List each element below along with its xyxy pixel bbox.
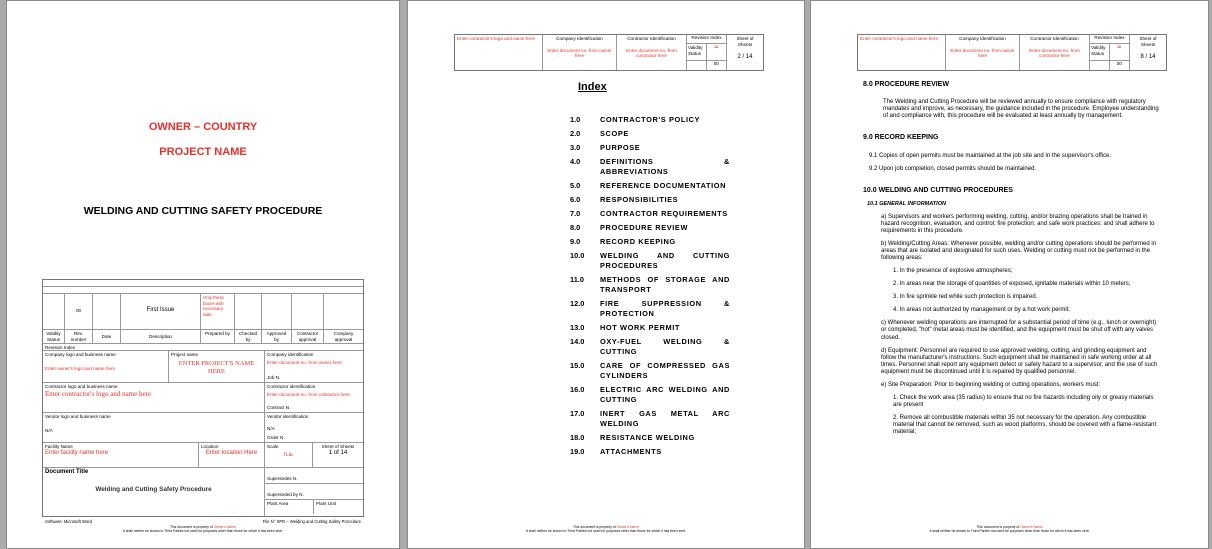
heading-10-1: 10.1 GENERAL INFORMATION <box>867 201 946 208</box>
index-item-label: FIRE SUPPRESSION & PROTECTION <box>600 299 730 318</box>
software-note: Software: Microsoft Word <box>45 519 92 524</box>
index-item-label: INERT GAS METAL ARC WELDING <box>600 409 730 428</box>
index-item-number: 4.0 <box>570 157 581 166</box>
index-item-number: 9.0 <box>570 237 581 246</box>
index-item[interactable] <box>570 251 730 271</box>
index-item[interactable] <box>570 209 730 219</box>
index-item-label: CARE OF COMPRESSED GAS CYLINDERS <box>600 361 730 380</box>
content-page <box>810 0 1209 549</box>
heading-9: 9.0 RECORD KEEPING <box>863 134 939 142</box>
index-item[interactable] <box>570 385 730 405</box>
signature-icon: ≈ <box>714 44 719 51</box>
index-item-label: HOT WORK PERMIT <box>600 323 681 332</box>
owner-country: OWNER – COUNTRY <box>148 121 258 133</box>
index-item-number: 12.0 <box>570 299 585 308</box>
index-list <box>570 115 730 461</box>
index-item-number: 7.0 <box>570 209 581 218</box>
heading-10: 10.0 WELDING AND CUTTING PROCEDURES <box>863 186 1013 194</box>
page-footer: This document is property of Owner's Name It shall neither be shown to Third Parties not used for purposes other than those for which it has been sent. <box>526 524 686 534</box>
index-item[interactable] <box>570 181 730 191</box>
index-item-number: 17.0 <box>570 409 585 418</box>
index-item[interactable] <box>570 299 730 319</box>
index-item-label: WELDING AND CUTTING PROCEDURES <box>600 251 730 270</box>
index-item-label: ATTACHMENTS <box>600 447 662 456</box>
document-title: WELDING AND CUTTING SAFETY PROCEDURE <box>83 205 323 217</box>
index-item-label: RESPONSIBILITIES <box>600 195 679 204</box>
index-item[interactable] <box>570 237 730 247</box>
index-item-label: RESISTANCE WELDING <box>600 433 695 442</box>
index-item[interactable] <box>570 115 730 125</box>
index-item-label: METHODS OF STORAGE AND TRANSPORT <box>600 275 730 294</box>
index-item[interactable] <box>570 361 730 381</box>
index-item-label: PROCEDURE REVIEW <box>600 223 689 232</box>
index-item-number: 19.0 <box>570 447 585 456</box>
index-item[interactable] <box>570 447 730 457</box>
index-item-label: REFERENCE DOCUMENTATION <box>600 181 727 190</box>
index-item[interactable] <box>570 323 730 333</box>
index-item[interactable] <box>570 337 730 357</box>
index-item-label: CONTRACTOR REQUIREMENTS <box>600 209 728 218</box>
index-item-number: 14.0 <box>570 337 585 346</box>
project-name: PROJECT NAME <box>159 146 247 158</box>
index-title: Index <box>578 81 607 93</box>
cover-title-block: 00 First Issue Only these boxes with necessary data Validity Status Rev. number Date Description Prepared by Checked by Approved by Contractor approval Company approval Revision Index Company logo and business name Enter owner's logo and name here Project name ENTER PROJECT'S NAME HERE Company identification Enter document no. from owner here Job N. Contractor logo and business name Enter contractor's logo and name here Contractor identification Enter document no. from contractor here Contract N. Vendor logo and business name N/A Vendor identification N/A Order N. Facility Name Enter facility name here Location Enter location Here Scale n.a. Sheet of Sheets 1 of 14 Document Title Welding and Cutting Safety Procedure Supersedes N. Superseded by N. Plant Area Plant Unit <box>42 279 364 517</box>
file-note: File N° SPR – Welding and Cutting Safety Procedure <box>262 519 361 524</box>
index-item-number: 8.0 <box>570 223 581 232</box>
index-item-label: CONTRACTOR'S POLICY <box>600 115 701 124</box>
index-item-number: 11.0 <box>570 275 584 284</box>
revision-row: 00 First Issue Only these boxes with necessary data <box>43 294 363 330</box>
index-item-label: OXY-FUEL WELDING & CUTTING <box>600 337 730 356</box>
heading-8: 8.0 PROCEDURE REVIEW <box>863 81 949 88</box>
index-item-number: 1.0 <box>570 115 581 124</box>
page-footer: This document is property of Owner's Name It shall neither be shown to Third Parties not used for purposes other than those for which it has been sent. <box>929 524 1090 534</box>
index-item-label: SCOPE <box>600 129 629 138</box>
index-item-number: 6.0 <box>570 195 581 204</box>
section-text: 8.0 PROCEDURE REVIEW The Welding and Cutting Procedure will be reviewed annually to ensure compliance with regulatory mandates and improve, as necessary, the guidance included in the procedure. Employee understanding of and compliance with, this procedure will be evaluated at least annually by management. 9.0 RECORD KEEPING 9.1 Copies of open permits must be maintained at the job site and in the supervisor's office. 9.2 Upon job completion, closed permits should be maintained. 10.0 WELDING AND CUTTING PROCEDURES 10.1 GENERAL INFORMATION a) Supervisors and workers performing welding, cutting, and/or brazing operations shall be trained in hazard recognition, evaluation, and control; fire protection; and safe work practices; and shall adhere to requirements in this procedure. b) Welding/Cutting Areas: Whenever possible, welding and/or cutting operations should be performed in areas that are isolated and designated for such uses. Welding or cutting must not be performed in the following areas: 1. In the presence of explosive atmospheres; 2. In areas near the storage of quantities of exposed, ignitable materials within 10 meters; 3. In fire sprinkle red while such protection is impaired. 4. In areas not authorized by management or by a hot work permit. c) Whenever welding operations are interrupted for a substantial period of time (e.g., lunch or overnight) or completed, "hot" metal areas must be identified, and the equipment must be shut off with any valves closed. d) Equipment: Personnel are required to use approved welding, cutting, and grinding equipment and follow the manufacturer's instructions. Such equipment shall be maintained in safe working order at all times. Personnel shall report any equipment defect or safety hazard to a supervisor, and the use of such equipment must be discontinued until it is repaired by qualified personnel. e) Site Preparation: Prior to beginning welding or cutting operations, workers must: 1. Check the work area (35 radius) to ensure that no fire hazards including oily or greasy materials are present 2. Remove all combustible materials within 35 not necessary for the operation. Any combustible material that cannot be removed, such as wood platforms, should be covered with a flame-resistant material; <box>863 81 1159 436</box>
index-item[interactable] <box>570 195 730 205</box>
index-item-number: 3.0 <box>570 143 581 152</box>
index-item-number: 10.0 <box>570 251 585 260</box>
revision-headers: Validity Status Rev. number Date Description Prepared by Checked by Approved by Contractor approval Company approval <box>43 330 363 344</box>
index-item-label: PURPOSE <box>600 143 641 152</box>
index-item-number: 16.0 <box>570 385 585 394</box>
index-item[interactable] <box>570 223 730 233</box>
signature-icon: ≈ <box>1117 44 1122 51</box>
index-item[interactable] <box>570 409 730 429</box>
index-item-number: 13.0 <box>570 323 585 332</box>
index-item-label: ELECTRIC ARC WELDING AND CUTTING <box>600 385 730 404</box>
index-item[interactable] <box>570 275 730 295</box>
page-header-table: Enter contractor's logo and name here Company Identification Enter document no. from owner here Contractor Identification Enter document no. from contractor here Revision Index Validity Status ≈ 00 Sheet of Sheets 8 / 14 <box>857 34 1167 71</box>
index-item[interactable] <box>570 157 730 177</box>
index-page <box>407 0 805 549</box>
index-item-label: RECORD KEEPING <box>600 237 676 246</box>
index-item-label: DEFINITIONS & ABBREVIATIONS <box>600 157 730 176</box>
index-item-number: 18.0 <box>570 433 585 442</box>
index-item-number: 5.0 <box>570 181 581 190</box>
index-item[interactable] <box>570 129 730 139</box>
index-item[interactable] <box>570 433 730 443</box>
index-item[interactable] <box>570 143 730 153</box>
index-item-number: 2.0 <box>570 129 581 138</box>
page-header-table: Enter contractor's logo and name here Company Identification Enter document no. from owner here Contractor Identification Enter document no. from contractor here Revision Index Validity Status ≈ 00 Sheet of Sheets 2 / 14 <box>454 34 764 71</box>
cover-page <box>6 0 400 549</box>
index-item-number: 15.0 <box>570 361 585 370</box>
page-footer: This document is property of Owner's Name It shall neither be shown to Third Parties not used for purposes other than those for which it has been sent. <box>123 524 283 534</box>
